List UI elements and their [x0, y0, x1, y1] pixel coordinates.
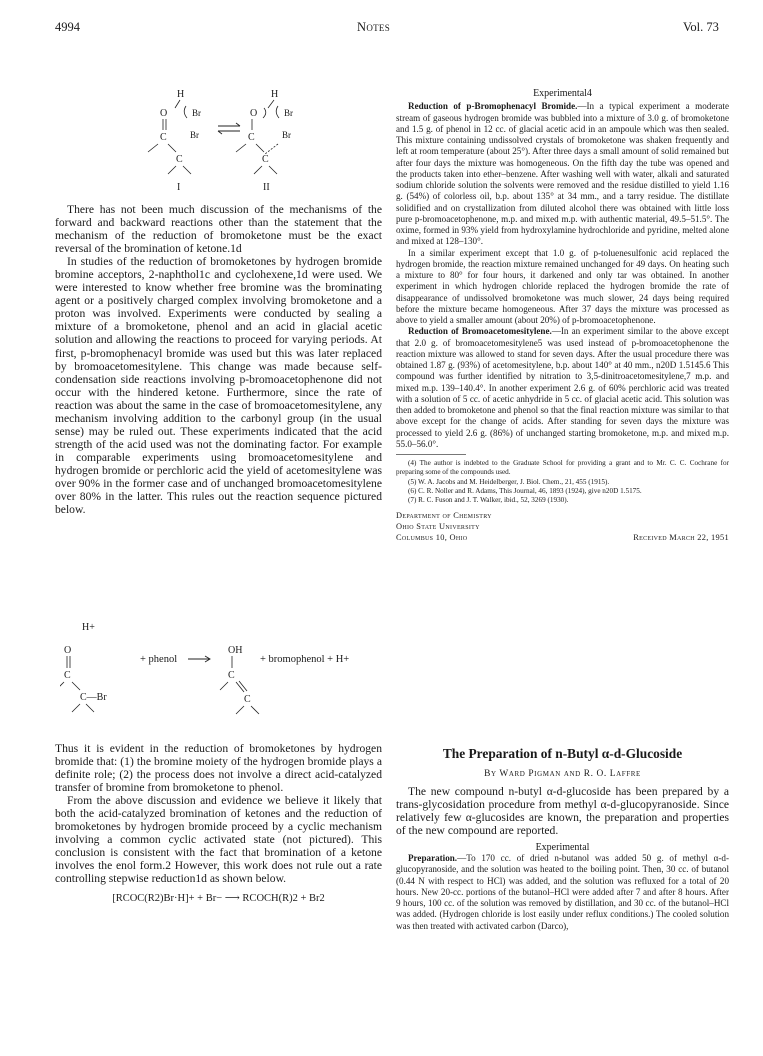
section-heading: Experimental4	[533, 88, 592, 99]
left-column-text-continued	[55, 742, 382, 905]
affiliation-row	[396, 533, 729, 544]
footnote: (6) C. R. Noller and R. Adams, This Journal, 46, 1893 (1924), give n20D 1.5175.	[408, 486, 642, 495]
page-number: 4994	[55, 20, 80, 34]
scheme2-plus-phenol: + phenol	[140, 654, 178, 665]
affiliation-dept: Department of Chemistry	[396, 511, 492, 521]
paragraph-text: —To 170 cc. of dried n-butanol was added 50 g. of methyl α-d-glucopyranoside, and the solution was heated to the boiling point. Then, 30 cc. of butanol (0.44 N with respect to HCl) was added, and the solution was refluxed for a total of 20 hours. New 20-cc. portions of the butanol–HCl were added after 7 and after 8 hours. After 9 hours, 100 cc. of the solution was removed by distillation, and 30 cc. of the butanol–HCl was added. (Hydrogen chloride is lost easily under reflux conditions.) The cooled solution was then treated with activated carbon (Darco),	[396, 853, 729, 931]
scheme1-o-left: O	[160, 108, 168, 119]
paragraph: There has not been much discussion of the mechanisms of the forward and backward reactions other than the statement that the mechanism of the reduction of bromoketone must be the exact reversal of the bromination of ketone.1d	[55, 203, 382, 256]
scheme2-o-left: O	[64, 645, 72, 656]
scheme1-br-right-top: Br	[284, 108, 293, 118]
footnote: (5) W. A. Jacobs and M. Heidelberger, J. Biol. Chem., 21, 455 (1915).	[408, 477, 610, 486]
affiliation	[396, 511, 729, 543]
paragraph	[396, 326, 729, 450]
left-column-text	[55, 203, 382, 516]
paragraph-text: —In a typical experiment a moderate stream of gaseous hydrogen bromide was bubbled into a mixture of 3.0 g. of bromoketone and 1.5 g. of phenol in 12 cc. of glacial acetic acid in an ampoule which was then sealed. This mixture containing undissolved crystals of bromoketone was shaken frequently and left at room temperature (about 25°). After three days a small amount of solid remained but after four days the mixture was homogeneous. On the fifth day the tube was opened and the products taken into ether–benzene. After washing well with water, alkali and saturated sodium chloride solution the solvents were removed and the residue distilled to yield 1.16 g. (54%) of colorless oil, b.p. about 135° at 34 mm., and a tarry residue. The distillate solidified and on crystallization from diluted alcohol there was obtained with little loss pure p-bromoacetophenone, m.p. and mixed m.p. with authentic material, 49.5–51.5°. The oxime, formed in 93% yield from hydroxylamine hydrochloride and pyridine, melted alone and mixed at 128–130°.	[396, 101, 729, 247]
scheme1-c-bottom-right: C	[262, 154, 269, 165]
run-in-heading: Preparation.	[408, 853, 458, 864]
footnote: (7) R. C. Fuson and J. T. Walker, ibid., 52, 3269 (1930).	[408, 496, 569, 505]
byline: By Ward Pigman and R. O. Laffre	[484, 769, 641, 779]
scheme2-c-br: C—Br	[80, 692, 107, 703]
scheme1-br-right-mid: Br	[282, 130, 291, 140]
scheme2-h-plus: H+	[82, 622, 95, 633]
scheme-cyclic-structures	[130, 86, 330, 196]
paragraph: In a similar experiment except that 1.0 g. of p-toluenesulfonic acid replaced the hydrogen bromide, the reaction mixture remained unchanged for 49 days. On heating such a mixture to 80° for four hours, it darkened and only tar was obtained. In another experiment in which hydrogen chloride replaced the hydrogen bromide the rate of disappearance of undissolved bromoketone was much slower, 24 days being required before the mixture became homogeneous. After 37 days the mixture was processed as above to yield a smaller amount (about 20%) of p-bromoacetophenone.	[396, 247, 729, 325]
right-column-experimental	[396, 88, 729, 543]
article-block	[396, 746, 729, 932]
run-in-heading: Reduction of Bromoacetomesitylene.	[408, 326, 552, 337]
scheme1-h-right: H	[271, 89, 279, 100]
scheme1-br-left-top: Br	[192, 108, 201, 118]
scheme1-c-left: C	[160, 132, 167, 143]
article-title: The Preparation of n-Butyl α-d-Glucoside	[442, 746, 683, 761]
scheme1-h-left: H	[177, 89, 185, 100]
scheme2-c-mid: C	[228, 670, 235, 681]
affiliation-university: Ohio State University	[396, 522, 480, 532]
section-heading: Experimental	[535, 842, 590, 854]
equation: [RCOC(R2)Br·H]+ + Br− ⟶ RCOCH(R)2 + Br2	[112, 892, 325, 904]
run-in-heading: Reduction of p-Bromophenacyl Bromide.	[408, 101, 578, 112]
scheme2-plus-bromophenol: + bromophenol + H+	[260, 654, 350, 665]
running-head: Notes	[357, 20, 391, 34]
scheme1-c-bottom-left: C	[176, 154, 183, 165]
received-date: Received March 22, 1951	[633, 532, 729, 542]
paragraph: In studies of the reduction of bromoketones by hydrogen bromide bromine acceptors, 2-naphthol1c and cyclohexene,1d were used. We were interested to know whether free bromine was the brominating agent or a positively charged complex involving bromoketone and a proton was involved. Experiments were conducted by sealing a mixture of a bromoketone, phenol and an acid in glacial acetic solution and allowing the reactions to proceed for varying periods. At first, p-bromophenacyl bromide was used but this was later replaced by bromoacetomesitylene. This change was made because self-condensation side reactions involving p-bromoacetophenone did not occur with the hindered ketone. Furthermore, since the rate of reaction was about the same in the case of bromoacetomesitylene, any mechanism involving addition to the carbonyl group (in the usual sense) may be ruled out. These experiments indicated that the acid strength of the acid used was not the dominating factor. For example in comparable experiments using bromoacetomesitylene and hydrogen bromide or perchloric acid the yield of acetomesitylene was over 90% in the former case and of unchanged bromoacetomesitylene over 80% in the latter. This rules out the reaction sequence pictured below.	[55, 255, 382, 517]
scheme1-label-i: I	[177, 182, 181, 193]
scheme-reaction-sequence	[60, 618, 390, 718]
footnote: (4) The author is indebted to the Graduate School for providing a grant and to Mr. C. C. Cochrane for preparing some of the compounds used.	[396, 459, 729, 477]
volume-number: Vol. 73	[683, 20, 719, 34]
paragraph	[396, 853, 729, 932]
footnote-rule	[396, 454, 466, 455]
paragraph: From the above discussion and evidence we believe it likely that both the acid-catalyzed bromination of ketones and the reduction of bromoketones by hydrogen bromide proceed by a cyclic mechanism involving a common cyclic activated state (not pictured). This conclusion is consistent with the fact that bromination of a ketone involves the enol form.2 However, this work does not rule out a rate controlling stepwise reduction1d as shown below.	[55, 794, 382, 886]
scheme2-oh: OH	[228, 645, 243, 656]
scheme2-c-mid2: C	[244, 694, 251, 705]
scheme1-o-right: O	[250, 108, 258, 119]
scheme1-br-left-mid: Br	[190, 130, 199, 140]
abstract: The new compound n-butyl α-d-glucoside has been prepared by a trans-glycosidation procedure from methyl α-d-glucopyranoside. Since relatively few α-glucosides are known, the preparation and properties of the new compound are reported.	[396, 785, 729, 838]
affiliation-city: Columbus 10, Ohio	[396, 532, 468, 542]
paragraph	[396, 101, 729, 247]
scheme1-c-right: C	[248, 132, 255, 143]
scheme2-c-left: C	[64, 670, 71, 681]
footnotes	[396, 459, 729, 505]
paragraph: Thus it is evident in the reduction of bromoketones by hydrogen bromide that: (1) the bromine moiety of the hydrogen bromide plays a definite role; (2) the process does not involve a direct acid-catalyzed transfer of bromine from bromoketone to phenol.	[55, 742, 382, 795]
scheme1-label-ii: II	[263, 182, 270, 193]
paragraph-text: —In an experiment similar to the above except that 2.0 g. of bromoacetomesitylene5 was used instead of p-bromoacetophenone the reaction mixture was allowed to stand for seven days. After the usual procedure there was obtained 1.87 g. (93%) of acetomesitylene, b.p. about 140° at 40 mm., n20D 1.5145.6 This compound was further identified by nitration to 3,5-dinitroacetomesitylene,7 m.p. and mixed m.p. 139–140.4°. In another experiment 2.6 g. of 60% perchloric acid was treated with a solution of 5 cc. of acetic anhydride in 5 cc. of glacial acetic acid. This solution was then added to bromoketone and phenol so that the final reaction mixture was similar to that above except for the change of acids. After standing for seven days the mixture was processed to yield 2.6 g. (86%) of unchanged starting bromoketone, m.p. and mixed m.p. 55.0–56.0°.	[396, 326, 729, 449]
